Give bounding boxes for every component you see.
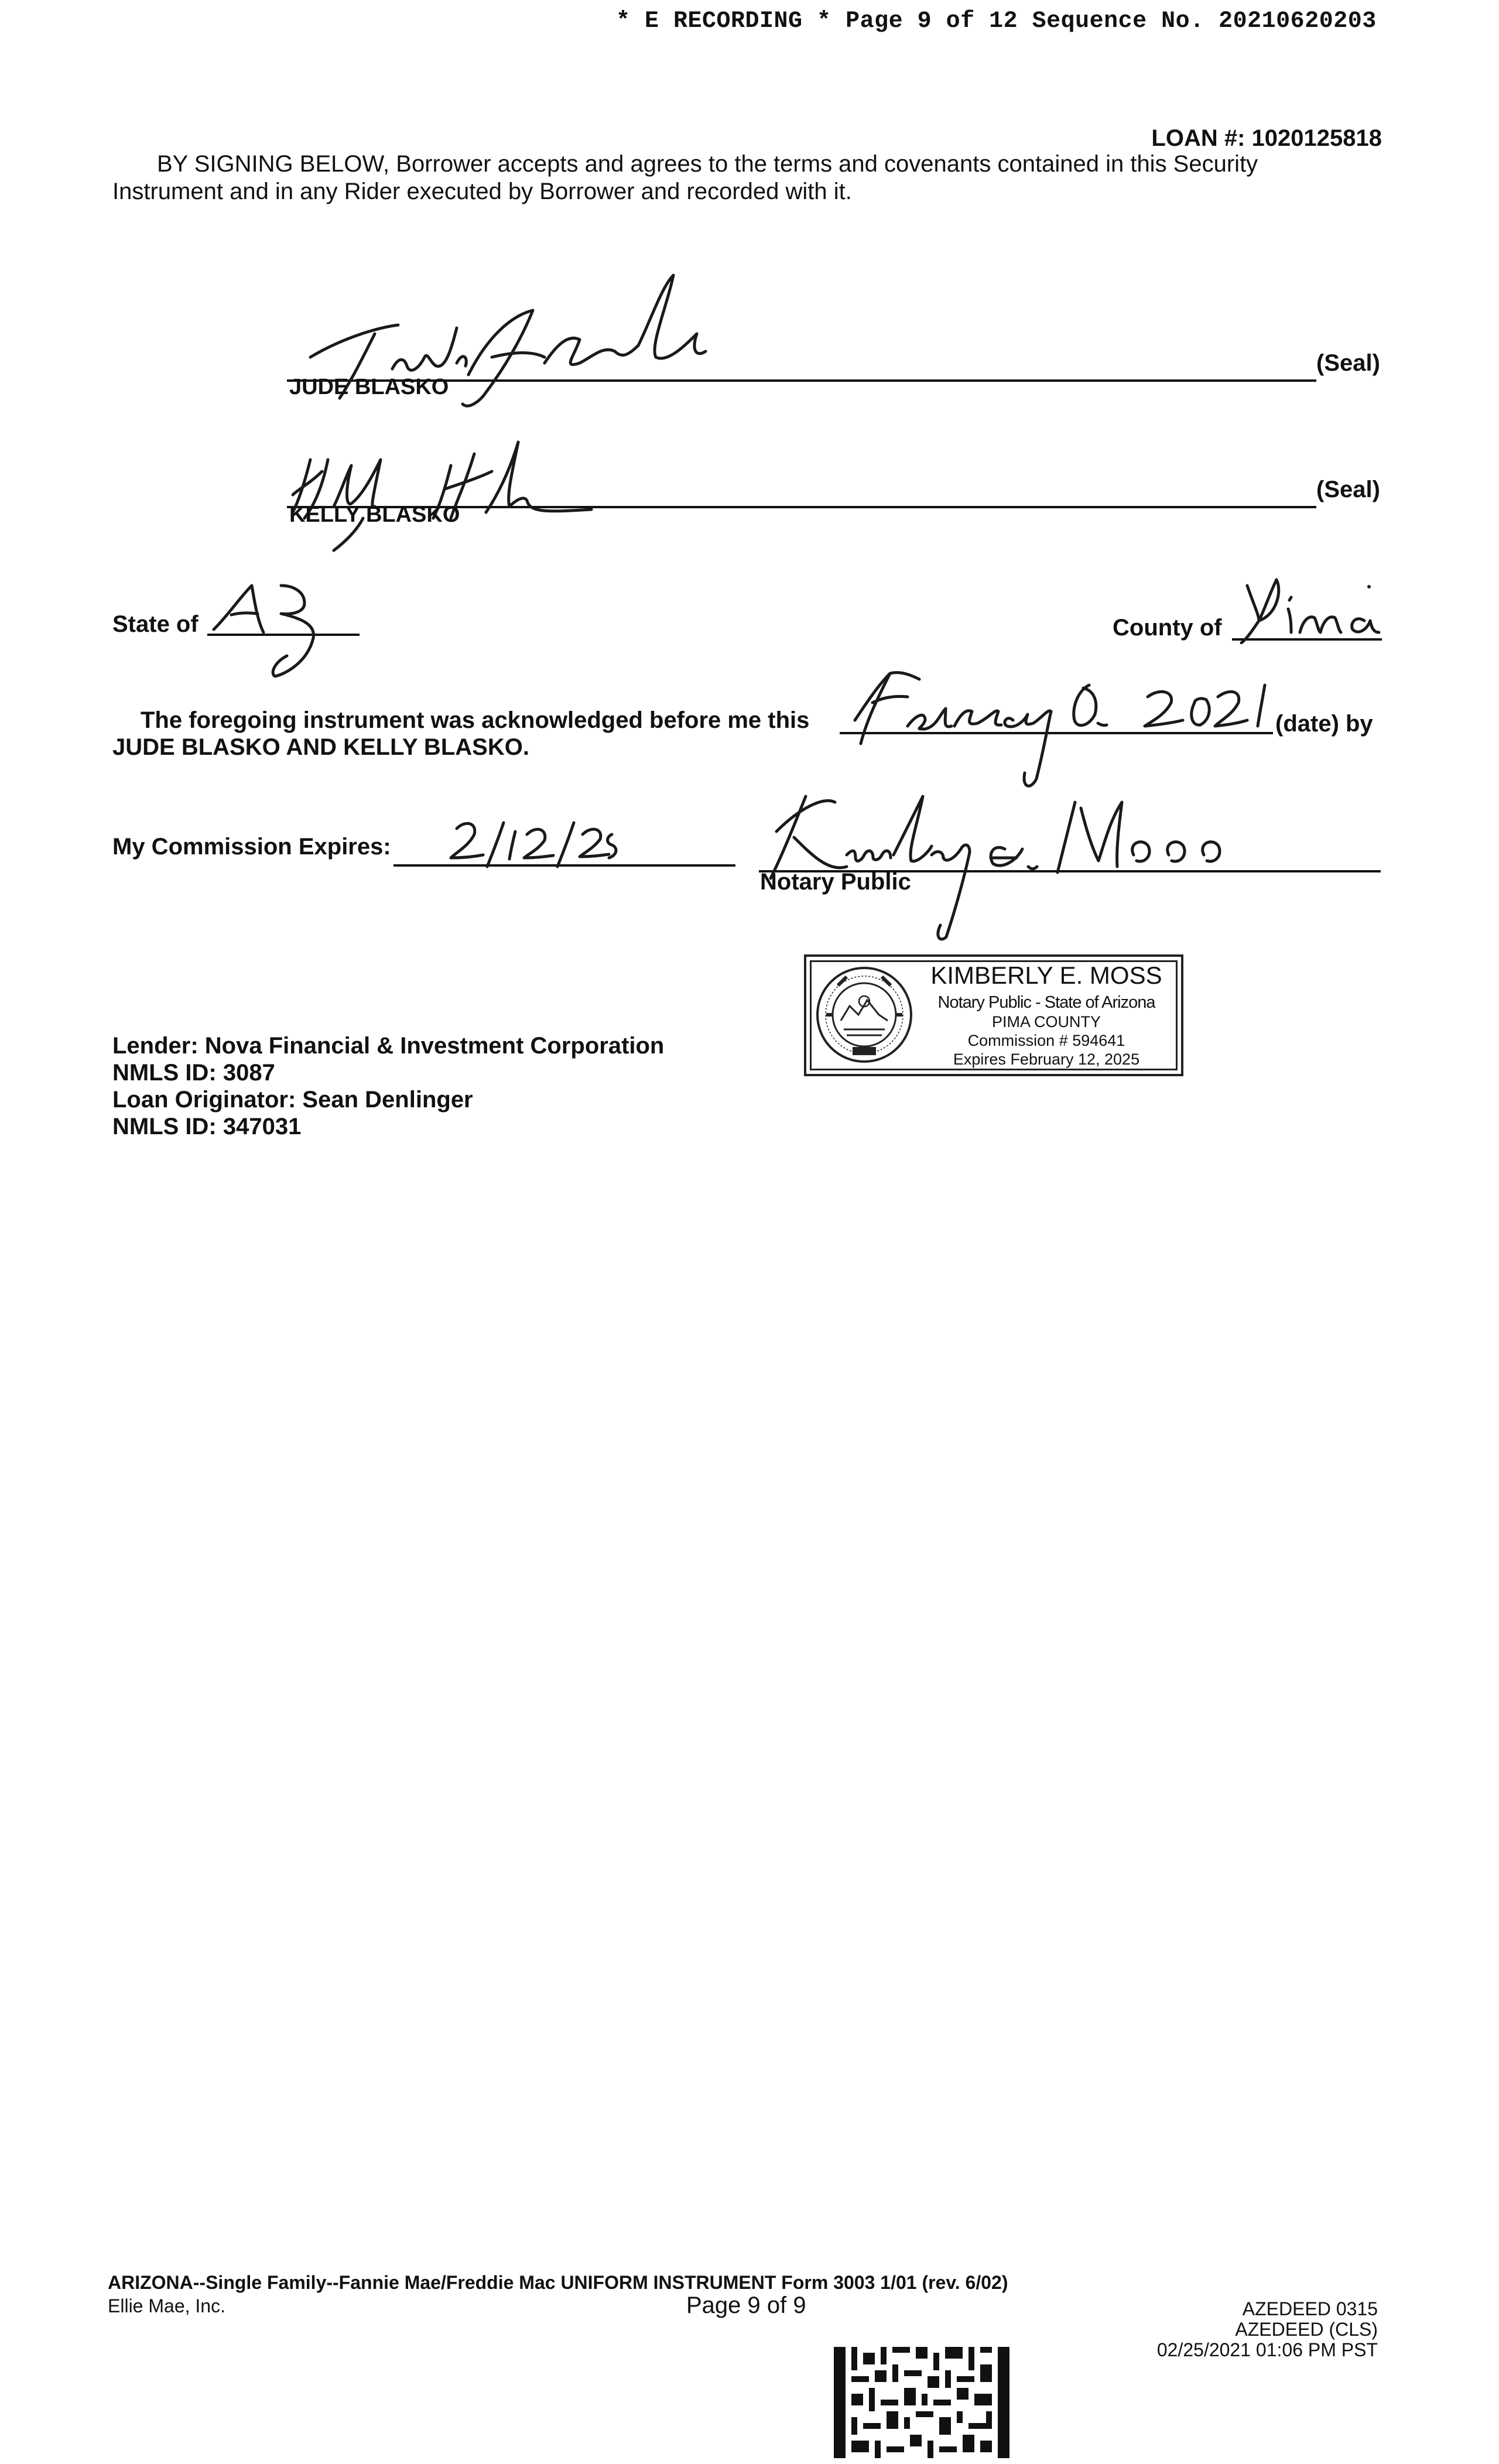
stamp-line-4: Commission # 594641	[967, 1032, 1125, 1049]
notary-signature	[759, 785, 1309, 943]
stamp-line-5: Expires February 12, 2025	[953, 1050, 1140, 1068]
footer-vendor: Ellie Mae, Inc.	[108, 2295, 225, 2316]
signer-name-jude: JUDE BLASKO	[289, 375, 449, 399]
footer-timestamp: 02/25/2021 01:06 PM PST	[1156, 2339, 1378, 2360]
recording-header: * E RECORDING * Page 9 of 12 Sequence No. 20210620203	[616, 8, 1377, 35]
state-handwriting	[205, 574, 345, 685]
date-by-label: (date) by	[1275, 711, 1373, 737]
commission-expires-label: My Commission Expires:	[112, 834, 391, 860]
ack-date-handwriting	[837, 662, 1282, 796]
loan-originator: Loan Originator: Sean Denlinger	[112, 1087, 473, 1113]
notary-public-label: Notary Public	[760, 869, 911, 895]
notary-stamp	[804, 954, 1183, 1076]
footer-code-2: AZEDEED (CLS)	[1235, 2319, 1378, 2340]
acknowledged-names: JUDE BLASKO AND KELLY BLASKO.	[112, 734, 529, 760]
commission-date-handwriting	[445, 817, 621, 870]
document-barcode-icon	[834, 2347, 1009, 2458]
arizona-state-seal-icon	[814, 965, 914, 1065]
seal-label-jude: (Seal)	[1316, 350, 1380, 376]
seal-label-kelly: (Seal)	[1316, 477, 1380, 502]
stamp-line-3: PIMA COUNTY	[991, 1013, 1101, 1031]
kelly-blasko-signature	[287, 436, 615, 553]
county-handwriting	[1236, 574, 1388, 644]
lender-nmls: NMLS ID: 3087	[112, 1060, 275, 1086]
county-of-label: County of	[1113, 615, 1222, 641]
stamp-notary-name: KIMBERLY E. MOSS	[930, 961, 1162, 989]
footer-form-title: ARIZONA--Single Family--Fannie Mae/Freddie Mac UNIFORM INSTRUMENT Form 3003 1/01 (rev. 6/02)	[108, 2272, 1008, 2293]
loan-number: LOAN #: 1020125818	[1151, 125, 1382, 151]
state-of-label: State of	[112, 611, 199, 637]
signer-name-kelly: KELLY BLASKO	[289, 502, 460, 527]
footer-code-1: AZEDEED 0315	[1242, 2298, 1378, 2319]
lender-name: Lender: Nova Financial & Investment Corporation	[112, 1033, 665, 1059]
originator-nmls: NMLS ID: 347031	[112, 1114, 302, 1139]
intro-line-2: Instrument and in any Rider executed by Borrower and recorded with it.	[112, 179, 852, 204]
footer-page-number: Page 9 of 9	[686, 2292, 806, 2318]
acknowledgment-text: The foregoing instrument was acknowledged before me this	[141, 707, 810, 733]
intro-line-1: BY SIGNING BELOW, Borrower accepts and agrees to the terms and covenants contained in this Security	[157, 151, 1258, 177]
stamp-line-2: Notary Public - State of Arizona	[937, 993, 1155, 1012]
